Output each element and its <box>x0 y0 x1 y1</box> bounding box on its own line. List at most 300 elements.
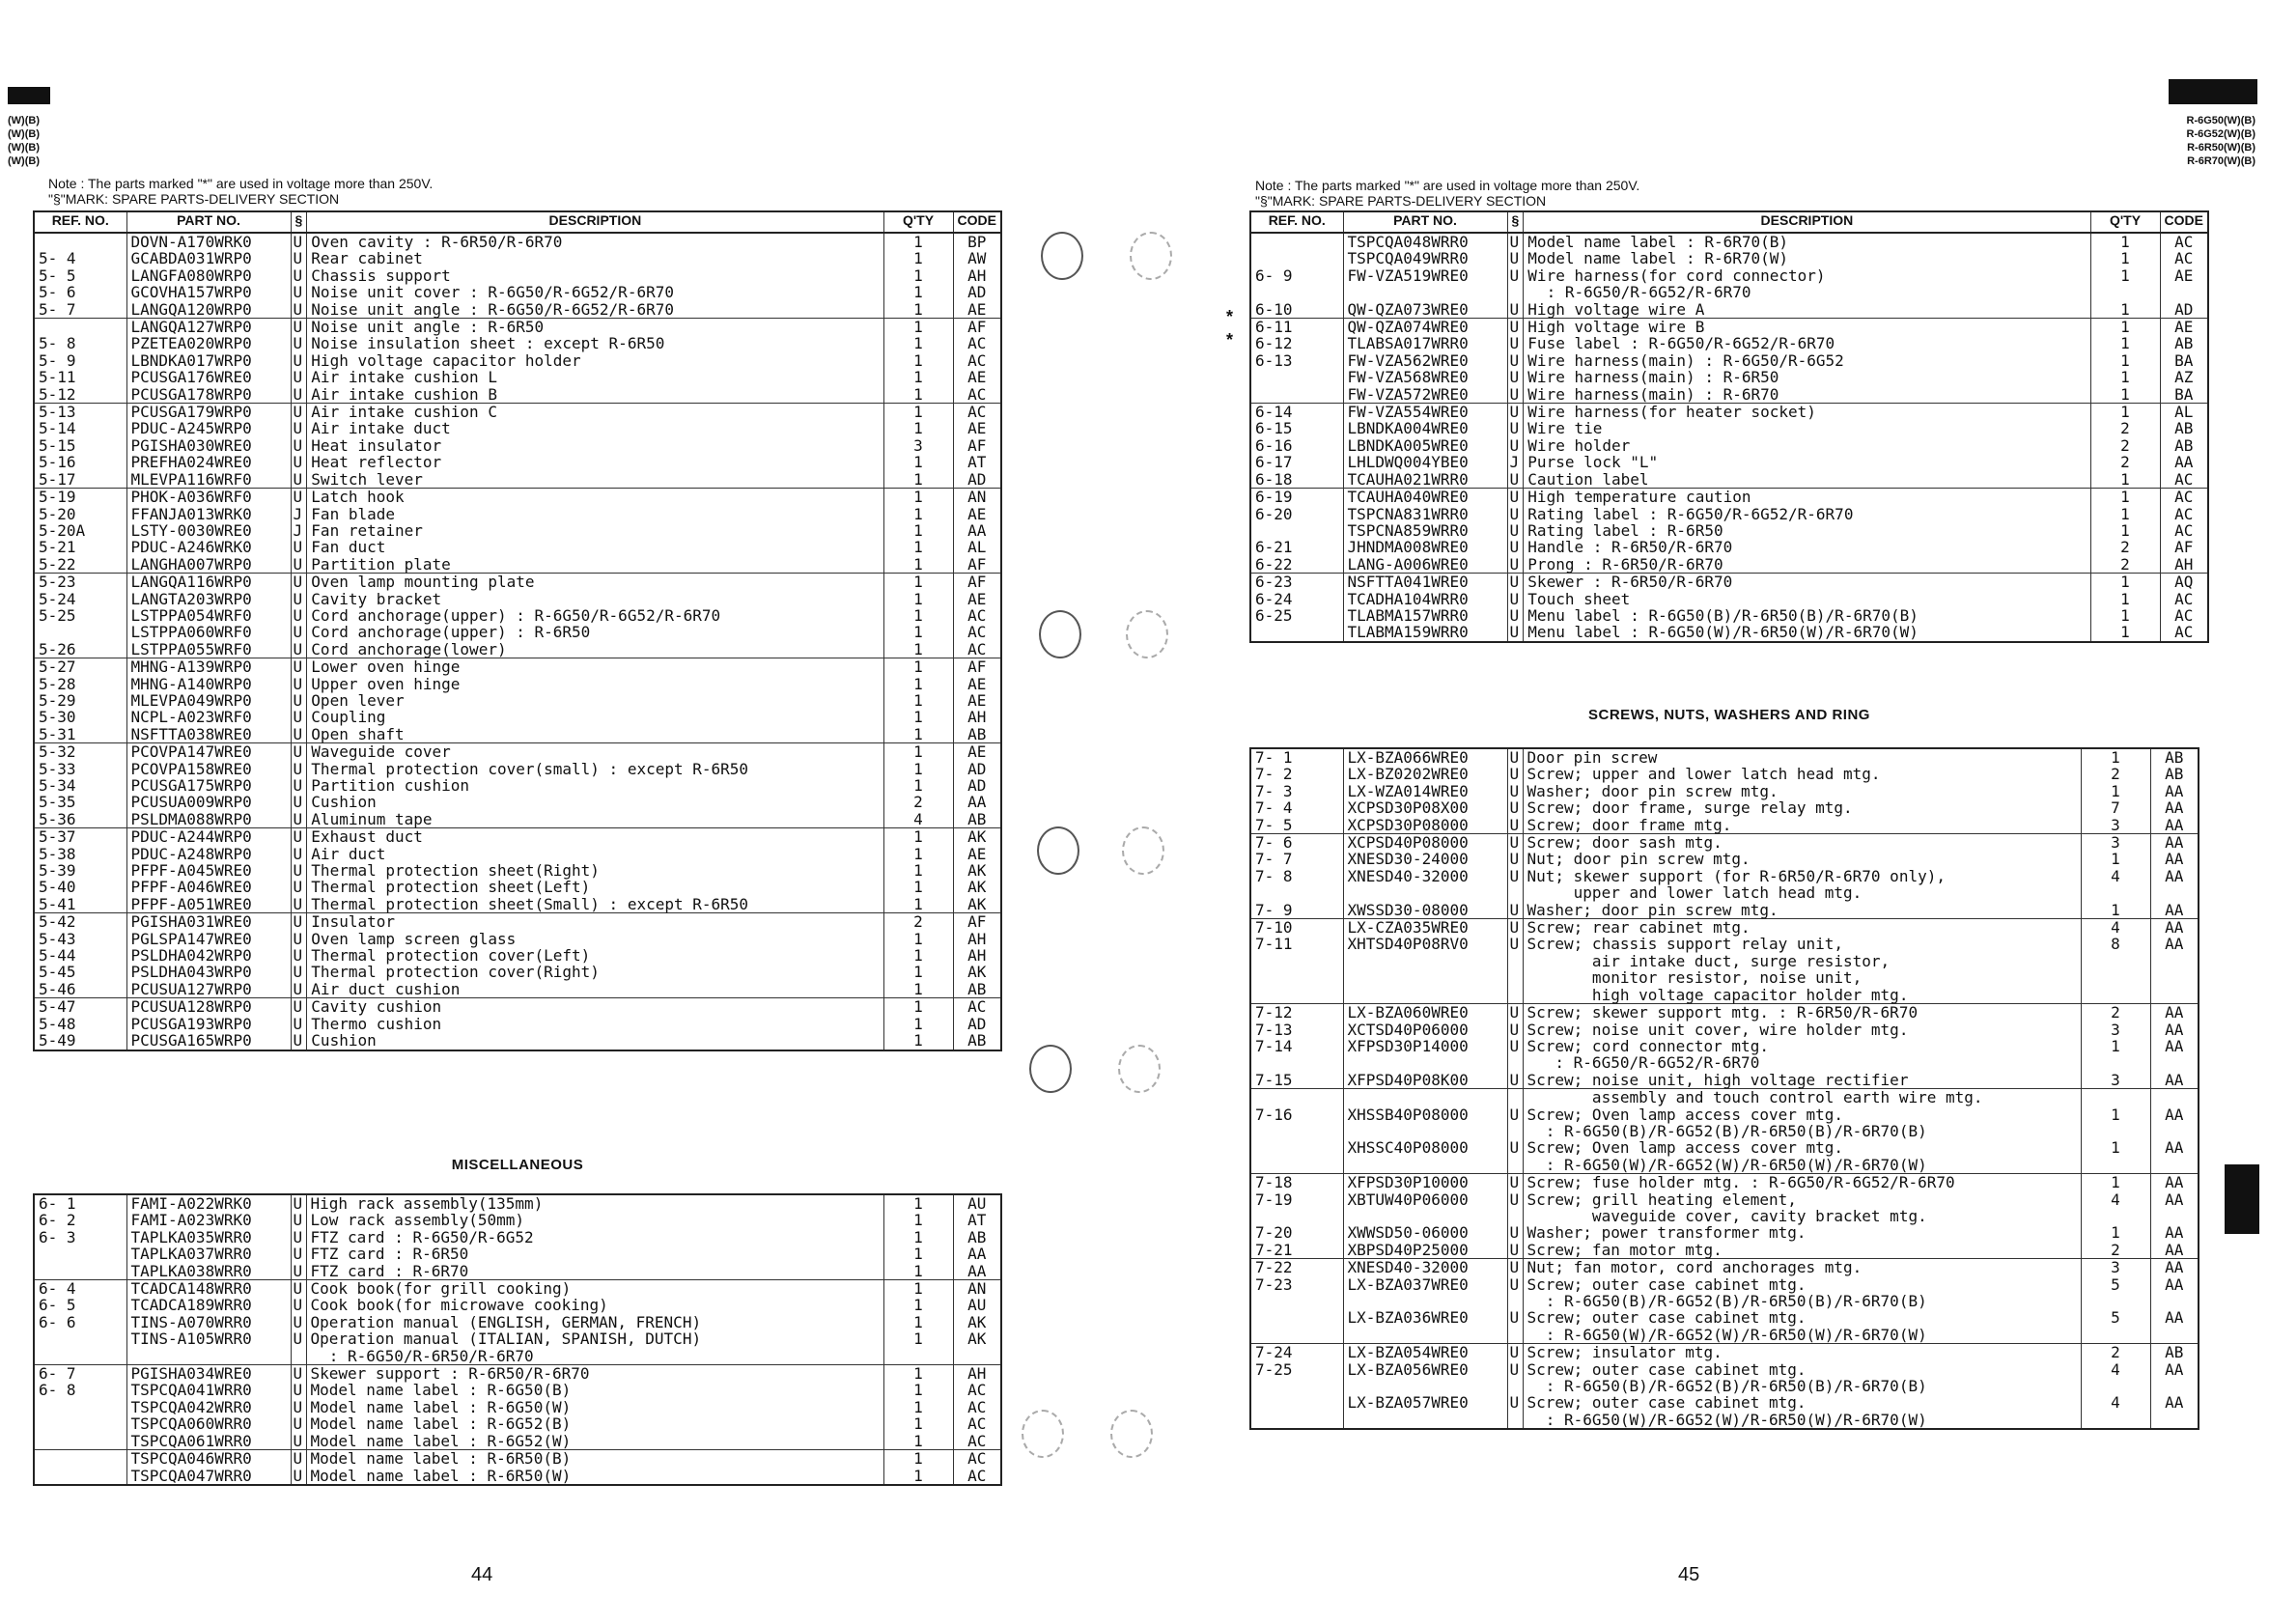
ref-no-cell <box>34 233 126 250</box>
qty-cell: 1 <box>883 250 953 266</box>
mark-cell: U <box>291 794 307 810</box>
ref-no-cell: 5-33 <box>34 761 126 777</box>
table-row <box>34 658 1001 676</box>
description-cell: Lower oven hinge <box>307 658 883 676</box>
mark-cell: U <box>1507 783 1523 799</box>
mark-cell: U <box>291 709 307 725</box>
code-cell: AA <box>2150 1038 2199 1054</box>
mark-cell: J <box>291 522 307 539</box>
qty-cell: 1 <box>883 931 953 947</box>
code-cell: AB <box>953 1229 1001 1246</box>
part-no-cell: LBNDKA004WRE0 <box>1343 420 1507 436</box>
part-no-cell <box>1343 1089 1507 1106</box>
table-row <box>1250 1054 2199 1071</box>
description-cell: Thermal protection cover(small) : except R-6R50 <box>307 761 883 777</box>
description-cell: Purse lock "L" <box>1524 454 2090 470</box>
code-cell: AU <box>953 1297 1001 1313</box>
qty-cell: 1 <box>2081 1038 2150 1054</box>
code-cell: AA <box>2150 1224 2199 1241</box>
mark-cell <box>1507 1378 1523 1394</box>
qty-cell: 1 <box>883 828 953 846</box>
description-cell: Model name label : R-6R50(W) <box>306 1468 883 1485</box>
description-cell: Screw; door frame, surge relay mtg. <box>1523 799 2081 816</box>
screws-table <box>1249 747 2199 1430</box>
description-cell: Air intake cushion B <box>307 386 883 404</box>
description-cell: Nut; skewer support (for R-6R50/R-6R70 only), <box>1523 868 2081 884</box>
mark-cell <box>1507 1293 1523 1309</box>
mark-cell: U <box>1507 1038 1523 1054</box>
note-voltage: Note : The parts marked "*" are used in voltage more than 250V. <box>1255 178 1640 193</box>
description-cell: : R-6G50(B)/R-6G52(B)/R-6R50(B)/R-6R70(B) <box>1523 1293 2081 1309</box>
mark-cell: U <box>1507 799 1523 816</box>
description-cell: Cord anchorage(upper) : R-6R50 <box>307 624 883 640</box>
table-row <box>1250 522 2208 539</box>
table-row <box>1250 817 2199 834</box>
table-row <box>34 335 1001 351</box>
mark-cell: U <box>1507 868 1523 884</box>
part-no-cell: TSPCNA831WRR0 <box>1343 506 1507 522</box>
mark-cell: U <box>1507 233 1524 250</box>
mark-cell: U <box>1507 301 1524 319</box>
ref-no-cell: 5-22 <box>34 556 126 574</box>
ref-no-cell: 7-25 <box>1250 1361 1343 1378</box>
ref-no-cell: 6-14 <box>1250 404 1343 421</box>
mark-cell: U <box>1507 936 1523 952</box>
mark-cell: U <box>291 352 307 369</box>
part-no-cell: LANGHA007WRP0 <box>126 556 291 574</box>
code-cell: AH <box>953 931 1001 947</box>
table-row <box>1250 1157 2199 1174</box>
binding-hole <box>1118 1045 1161 1093</box>
misc-table <box>33 1193 1002 1486</box>
part-no-cell: TCAUHA021WRR0 <box>1343 471 1507 489</box>
qty-cell: 1 <box>883 1229 953 1246</box>
part-no-cell: LX-WZA014WRE0 <box>1343 783 1507 799</box>
qty-cell: 4 <box>2081 1361 2150 1378</box>
table-row <box>1250 574 2208 591</box>
code-cell: AE <box>2160 267 2208 284</box>
description-cell: Screw; skewer support mtg. : R-6R50/R-6R70 <box>1523 1004 2081 1022</box>
code-cell: AE <box>953 301 1001 319</box>
mark-cell: U <box>291 641 307 658</box>
table-row <box>1250 250 2208 266</box>
ref-no-cell <box>1250 233 1343 250</box>
description-cell: : R-6G50/R-6R50/R-6R70 <box>306 1348 883 1365</box>
note-spare-parts: "§"MARK: SPARE PARTS-DELIVERY SECTION <box>1255 193 1547 209</box>
description-cell: Washer; door pin screw mtg. <box>1523 902 2081 919</box>
part-no-cell: LX-BZA060WRE0 <box>1343 1004 1507 1022</box>
part-no-cell: TSPCNA859WRR0 <box>1343 522 1507 539</box>
part-no-cell: LX-BZA036WRE0 <box>1343 1309 1507 1326</box>
qty-cell: 2 <box>2081 1242 2150 1259</box>
description-cell: Cook book(for grill cooking) <box>306 1280 883 1298</box>
mark-cell: U <box>1507 1191 1523 1208</box>
code-cell: AC <box>953 1433 1001 1450</box>
qty-cell: 1 <box>883 641 953 658</box>
col-ref-no: REF. NO. <box>1250 211 1343 233</box>
code-cell <box>2160 284 2208 300</box>
description-cell: Noise unit angle : R-6G50/R-6G52/R-6R70 <box>307 301 883 319</box>
description-cell: Wire harness(main) : R-6G50/R-6G52 <box>1524 352 2090 369</box>
description-cell: Air intake cushion L <box>307 369 883 385</box>
table-row <box>34 692 1001 709</box>
part-no-cell: XCPSD30P08000 <box>1343 817 1507 834</box>
mark-cell: U <box>291 1399 306 1415</box>
table-row <box>34 574 1001 591</box>
part-no-cell: PDUC-A245WRP0 <box>126 420 291 436</box>
part-no-cell: PCUSUA009WRP0 <box>126 794 291 810</box>
code-cell: AB <box>2160 420 2208 436</box>
ref-no-cell: 5-30 <box>34 709 126 725</box>
table-row <box>1250 799 2199 816</box>
part-no-cell <box>1343 987 1507 1004</box>
code-cell: AB <box>2150 766 2199 782</box>
code-cell: AA <box>2150 834 2199 852</box>
qty-cell: 1 <box>883 1382 953 1398</box>
code-cell: AB <box>953 726 1001 743</box>
mark-cell: U <box>1507 556 1524 574</box>
code-cell: AA <box>2150 1139 2199 1156</box>
section-title-miscellaneous: MISCELLANEOUS <box>451 1157 584 1173</box>
ref-no-cell: 6-17 <box>1250 454 1343 470</box>
part-no-cell: LANGQA120WRP0 <box>126 301 291 319</box>
table-row <box>34 1212 1001 1228</box>
code-cell: AB <box>2160 437 2208 454</box>
ref-no-cell: 5-40 <box>34 879 126 895</box>
table-row <box>34 726 1001 743</box>
part-no-cell: FAMI-A023WRK0 <box>126 1212 291 1228</box>
part-no-cell: FW-VZA562WRE0 <box>1343 352 1507 369</box>
code-cell: AK <box>953 964 1001 980</box>
ref-no-cell: 7- 2 <box>1250 766 1343 782</box>
code-cell: AK <box>953 879 1001 895</box>
mark-cell: U <box>1507 766 1523 782</box>
mark-cell <box>1507 953 1523 969</box>
part-no-cell: XWSSD30-08000 <box>1343 902 1507 919</box>
ref-no-cell <box>1250 953 1343 969</box>
qty-cell: 1 <box>883 658 953 676</box>
part-no-cell: TLABSA017WRR0 <box>1343 335 1507 351</box>
code-cell: AN <box>953 1280 1001 1298</box>
code-cell <box>2150 1054 2199 1071</box>
mark-cell: U <box>291 862 307 879</box>
table-row <box>1250 1174 2199 1191</box>
part-no-cell: LX-CZA035WRE0 <box>1343 919 1507 937</box>
description-cell: Heat insulator <box>307 437 883 454</box>
ref-no-cell: 7-22 <box>1250 1259 1343 1276</box>
code-cell: AC <box>2160 489 2208 506</box>
table-row <box>34 1433 1001 1450</box>
table-row <box>1250 437 2208 454</box>
mark-cell: U <box>1507 1242 1523 1259</box>
ref-no-cell: 5-37 <box>34 828 126 846</box>
qty-cell <box>2081 1123 2150 1139</box>
part-no-cell <box>126 1348 291 1365</box>
part-no-cell: NCPL-A023WRF0 <box>126 709 291 725</box>
mark-cell: U <box>1507 748 1523 766</box>
part-no-cell: PGISHA030WRE0 <box>126 437 291 454</box>
description-cell: Screw; outer case cabinet mtg. <box>1523 1394 2081 1411</box>
description-cell: High voltage wire B <box>1524 319 2090 336</box>
description-cell: Model name label : R-6R70(W) <box>1524 250 2090 266</box>
qty-cell: 1 <box>883 1280 953 1298</box>
qty-cell: 1 <box>883 404 953 421</box>
ref-no-cell: 6-10 <box>1250 301 1343 319</box>
table-row <box>34 896 1001 913</box>
ref-no-cell: 6-24 <box>1250 591 1343 607</box>
qty-cell: 1 <box>883 1330 953 1347</box>
description-cell: Menu label : R-6G50(W)/R-6R50(W)/R-6R70(W) <box>1524 624 2090 641</box>
ref-no-cell: 6- 9 <box>1250 267 1343 284</box>
mark-cell: U <box>1507 335 1524 351</box>
part-no-cell: LX-BZ0202WRE0 <box>1343 766 1507 782</box>
ref-no-cell: 7- 6 <box>1250 834 1343 852</box>
ref-no-cell: 5-35 <box>34 794 126 810</box>
description-cell: Screw; fan motor mtg. <box>1523 1242 2081 1259</box>
qty-cell: 1 <box>883 591 953 607</box>
col-description: DESCRIPTION <box>307 211 883 233</box>
qty-cell: 1 <box>883 471 953 489</box>
code-cell: AC <box>2160 233 2208 250</box>
table-row <box>34 709 1001 725</box>
code-cell: AA <box>2150 1309 2199 1326</box>
description-cell: Screw; Oven lamp access cover mtg. <box>1523 1139 2081 1156</box>
part-no-cell: PCUSGA178WRP0 <box>126 386 291 404</box>
description-cell: Model name label : R-6G52(B) <box>306 1415 883 1432</box>
ref-no-cell <box>1250 522 1343 539</box>
qty-cell <box>2081 1208 2150 1224</box>
mark-cell: U <box>291 947 307 964</box>
code-cell: AA <box>2150 919 2199 937</box>
part-no-cell: TCADCA189WRR0 <box>126 1297 291 1313</box>
code-cell: AA <box>2150 817 2199 834</box>
table-row <box>34 1229 1001 1246</box>
ref-no-cell <box>34 1246 126 1262</box>
table-row <box>1250 1412 2199 1429</box>
corner-mark <box>8 87 50 104</box>
ref-no-cell: 5- 8 <box>34 335 126 351</box>
description-cell: Screw; chassis support relay unit, <box>1523 936 2081 952</box>
ref-no-cell: 7-19 <box>1250 1191 1343 1208</box>
table-row <box>34 1297 1001 1313</box>
description-cell: Screw; insulator mtg. <box>1523 1344 2081 1361</box>
part-no-cell: XCPSD30P08X00 <box>1343 799 1507 816</box>
mark-cell: U <box>291 1032 307 1050</box>
qty-cell: 1 <box>883 998 953 1016</box>
code-cell: AC <box>953 1450 1001 1468</box>
part-no-cell: TAPLKA037WRR0 <box>126 1246 291 1262</box>
table-row <box>1250 1293 2199 1309</box>
part-no-cell: PCOVPA158WRE0 <box>126 761 291 777</box>
mark-cell: U <box>1507 1259 1523 1276</box>
table-row <box>34 811 1001 828</box>
code-cell: AC <box>2160 522 2208 539</box>
code-cell: AA <box>2150 1191 2199 1208</box>
code-cell: AC <box>953 1382 1001 1398</box>
table-row <box>1250 1038 2199 1054</box>
ref-no-cell: 5-48 <box>34 1016 126 1032</box>
part-no-cell: MHNG-A139WRP0 <box>126 658 291 676</box>
table-row <box>1250 834 2199 852</box>
description-cell: Door pin screw <box>1523 748 2081 766</box>
qty-cell: 1 <box>883 1263 953 1280</box>
ref-no-cell: 5-26 <box>34 641 126 658</box>
part-no-cell: LSTPPA055WRF0 <box>126 641 291 658</box>
mark-cell: U <box>291 981 307 998</box>
qty-cell <box>2081 1412 2150 1429</box>
description-cell: : R-6G50/R-6G52/R-6R70 <box>1524 284 2090 300</box>
model-line: R-6R50(W)(B) <box>2187 142 2255 154</box>
col-mark: § <box>1507 211 1524 233</box>
part-no-cell: XBTUW40P06000 <box>1343 1191 1507 1208</box>
description-cell: Upper oven hinge <box>307 676 883 692</box>
table-row <box>34 931 1001 947</box>
table-row <box>1250 369 2208 385</box>
code-cell: AD <box>953 471 1001 489</box>
table-row <box>1250 1106 2199 1123</box>
mark-cell <box>1507 969 1523 986</box>
table-row <box>34 454 1001 470</box>
part-no-cell: XHSSB40P08000 <box>1343 1106 1507 1123</box>
part-no-cell: LBNDKA005WRE0 <box>1343 437 1507 454</box>
left-page <box>0 0 1062 1624</box>
table-row <box>34 947 1001 964</box>
table-row <box>34 1399 1001 1415</box>
table-row <box>34 591 1001 607</box>
qty-cell: 1 <box>883 539 953 555</box>
qty-cell <box>2081 1293 2150 1309</box>
part-no-cell: LSTPPA060WRF0 <box>126 624 291 640</box>
mark-cell: U <box>291 1365 306 1383</box>
ref-no-cell <box>1250 1208 1343 1224</box>
qty-cell: 1 <box>2090 369 2160 385</box>
part-no-cell: FW-VZA568WRE0 <box>1343 369 1507 385</box>
description-cell: Screw; rear cabinet mtg. <box>1523 919 2081 937</box>
ref-no-cell <box>1250 624 1343 641</box>
description-cell: Model name label : R-6G52(W) <box>306 1433 883 1450</box>
table-row <box>34 879 1001 895</box>
code-cell: AE <box>953 743 1001 761</box>
ref-no-cell <box>1250 1309 1343 1326</box>
part-no-cell <box>1343 1293 1507 1309</box>
ref-no-cell <box>1250 1394 1343 1411</box>
mark-cell: U <box>1507 386 1524 404</box>
part-no-cell: PZETEA020WRP0 <box>126 335 291 351</box>
code-cell: AF <box>953 574 1001 591</box>
ref-no-cell: 5-39 <box>34 862 126 879</box>
qty-cell: 2 <box>883 913 953 931</box>
mark-cell: J <box>1507 454 1524 470</box>
part-no-cell: PFPF-A046WRE0 <box>126 879 291 895</box>
qty-cell: 4 <box>883 811 953 828</box>
code-cell: AA <box>2150 1106 2199 1123</box>
qty-cell: 4 <box>2081 868 2150 884</box>
mark-cell: U <box>291 1297 306 1313</box>
ref-no-cell: 7-24 <box>1250 1344 1343 1361</box>
table-row <box>34 250 1001 266</box>
mark-cell: U <box>291 1194 306 1212</box>
qty-cell <box>2081 953 2150 969</box>
code-cell: AL <box>2160 404 2208 421</box>
description-cell: Low rack assembly(50mm) <box>306 1212 883 1228</box>
ref-no-cell: 5-24 <box>34 591 126 607</box>
description-cell: high voltage capacitor holder mtg. <box>1523 987 2081 1004</box>
code-cell: AA <box>2160 454 2208 470</box>
part-no-cell: LANG-A006WRE0 <box>1343 556 1507 574</box>
description-cell: Noise unit angle : R-6R50 <box>307 319 883 336</box>
code-cell: AH <box>953 1365 1001 1383</box>
qty-cell: 1 <box>2081 851 2150 867</box>
code-cell: AF <box>953 556 1001 574</box>
table-row <box>34 777 1001 794</box>
part-no-cell: QW-QZA074WRE0 <box>1343 319 1507 336</box>
qty-cell <box>2081 884 2150 901</box>
table-row <box>1250 386 2208 404</box>
qty-cell: 1 <box>883 522 953 539</box>
description-cell: Screw; noise unit cover, wire holder mtg. <box>1523 1022 2081 1038</box>
description-cell: Partition cushion <box>307 777 883 794</box>
part-no-cell: LANGTA203WRP0 <box>126 591 291 607</box>
description-cell: Noise unit cover : R-6G50/R-6G52/R-6R70 <box>307 284 883 300</box>
part-no-cell: TSPCQA049WRR0 <box>1343 250 1507 266</box>
table-row <box>1250 851 2199 867</box>
ref-no-cell: 5-43 <box>34 931 126 947</box>
qty-cell: 1 <box>883 862 953 879</box>
ref-no-cell: 5-49 <box>34 1032 126 1050</box>
code-cell: AC <box>2160 624 2208 641</box>
mark-cell: U <box>1507 267 1524 284</box>
part-no-cell: XNESD40-32000 <box>1343 1259 1507 1276</box>
table-row <box>1250 539 2208 555</box>
mark-cell: U <box>291 1415 306 1432</box>
description-cell: Rating label : R-6G50/R-6G52/R-6R70 <box>1524 506 2090 522</box>
table-row <box>1250 1309 2199 1326</box>
code-cell: AE <box>953 369 1001 385</box>
qty-cell: 3 <box>2081 1259 2150 1276</box>
part-no-cell: FW-VZA554WRE0 <box>1343 404 1507 421</box>
ref-no-cell: 7- 7 <box>1250 851 1343 867</box>
parts-table <box>33 210 1002 1051</box>
table-row <box>34 676 1001 692</box>
table-row <box>1250 607 2208 624</box>
ref-no-cell: 6-23 <box>1250 574 1343 591</box>
table-row <box>34 1016 1001 1032</box>
code-cell: AA <box>2150 1394 2199 1411</box>
mark-cell: U <box>291 1263 306 1280</box>
ref-no-cell: 6-22 <box>1250 556 1343 574</box>
part-no-cell: XFPSD30P14000 <box>1343 1038 1507 1054</box>
code-cell <box>2150 884 2199 901</box>
description-cell: Screw; door frame mtg. <box>1523 817 2081 834</box>
qty-cell: 1 <box>2090 506 2160 522</box>
part-no-cell <box>1343 884 1507 901</box>
code-cell: AH <box>2160 556 2208 574</box>
col-code: CODE <box>953 211 1001 233</box>
binding-hole <box>1126 610 1168 658</box>
page-number: 44 <box>471 1564 493 1585</box>
part-no-cell: XFPSD40P08K00 <box>1343 1072 1507 1089</box>
mark-cell: U <box>291 624 307 640</box>
ref-no-cell: 5-46 <box>34 981 126 998</box>
part-no-cell: PDUC-A244WRP0 <box>126 828 291 846</box>
part-no-cell: QW-QZA073WRE0 <box>1343 301 1507 319</box>
table-row <box>34 1032 1001 1050</box>
ref-no-cell: 5-17 <box>34 471 126 489</box>
description-cell: Open shaft <box>307 726 883 743</box>
part-no-cell: PCUSGA175WRP0 <box>126 777 291 794</box>
code-cell: AA <box>2150 851 2199 867</box>
part-no-cell: TINS-A105WRR0 <box>126 1330 291 1347</box>
